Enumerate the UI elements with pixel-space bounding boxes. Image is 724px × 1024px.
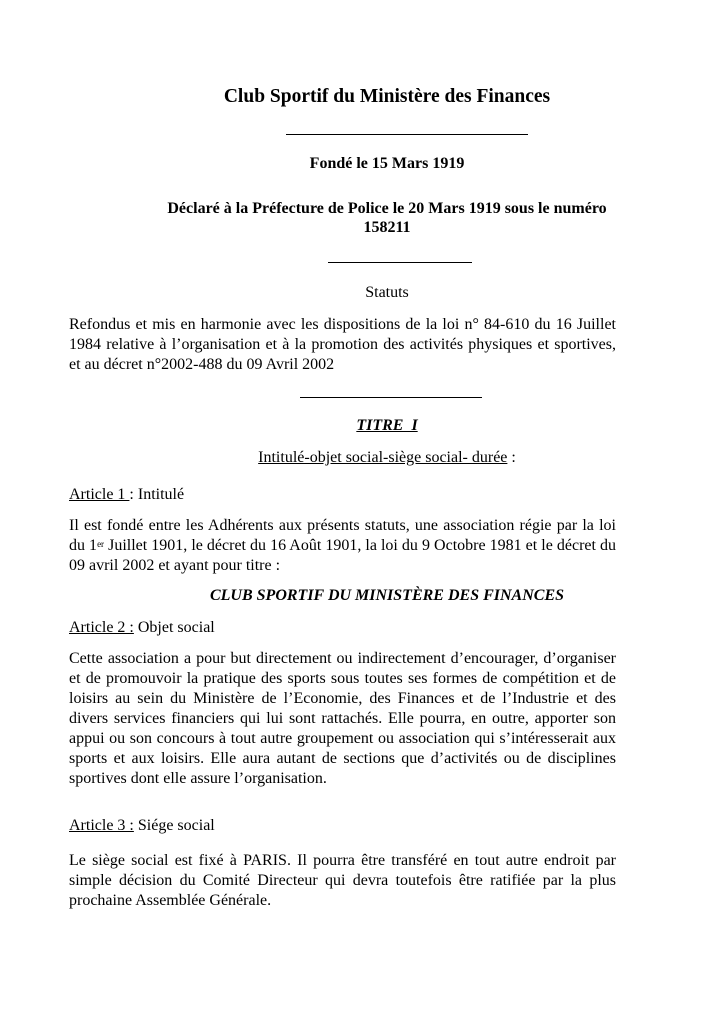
title-divider	[286, 134, 528, 135]
article-1-text	[69, 516, 616, 576]
article-3-name: Siége social	[133, 817, 215, 834]
founded-date: Fondé le 15 Mars 1919	[309, 155, 465, 172]
article-2-label: Article 2 :	[69, 619, 134, 636]
article-1-sep: :	[129, 486, 138, 503]
article-1-text-part2: Juillet 1901, le décret du 16 Août 1901, la loi du 9 Octobre 1981 et le décret du 09 avril 2002 et ayant pour titre :	[69, 537, 617, 574]
titre-subtitle-suffix: :	[507, 449, 516, 466]
article-3-text: Le siège social est fixé à PARIS. Il pourra être transféré en tout autre endroit par simple décision du Comité Directeur qui devra toutefois être ratifiée par la plus prochaine Assemblée Générale.	[69, 852, 616, 909]
declaration-number: 158211	[363, 219, 411, 236]
declaration-line-1: Déclaré à la Préfecture de Police le 20 Mars 1919 sous le numéro	[167, 200, 607, 217]
titre-subtitle	[60, 449, 714, 467]
article-1-text-sup: er	[97, 539, 105, 549]
article-1-label: Article 1	[69, 486, 130, 503]
article-3-label: Article 3 :	[69, 817, 134, 834]
club-name-heading: CLUB SPORTIF DU MINISTÈRE DES FINANCES	[209, 587, 565, 604]
declaration-divider	[328, 262, 472, 263]
article-3-heading	[69, 817, 215, 835]
statuts-intro: Refondus et mis en harmonie avec les dispositions de la loi n° 84-610 du 16 Juillet 1984 relative à l’organisation et à la promotion des activités physiques et sportives, et au décret n°2002-488 du 09 Avril 2002	[69, 316, 616, 373]
article-2-name: Objet social	[133, 619, 215, 636]
article-1-heading	[69, 486, 184, 504]
article-2-text: Cette association a pour but directement ou indirectement d’encourager, d’organiser et de promouvoir la pratique des sports sous toutes ses formes de compétition et de loisirs au sein du Ministère de l’Economie, des Finances et de l’Industrie et des divers services financiers qui lui sont rattachés. Elle pourra, en outre, apporter son appui ou son concours à tout autre groupement ou association qui s’intéresserait aux sports et aux loisirs. Elle aura autant de sections que d’activités ou de disciplines sportives dont elle assure l’organisation.	[69, 650, 616, 787]
statuts-divider	[300, 397, 482, 398]
titre-label: TITRE I	[356, 417, 418, 434]
statuts-heading: Statuts	[365, 284, 409, 301]
document-title: Club Sportif du Ministère des Finances	[223, 86, 551, 107]
article-1-name: Intitulé	[137, 486, 185, 503]
titre-subtitle-text: Intitulé-objet social-siège social- durée	[258, 449, 508, 466]
article-1-text-part1: Il est fondé entre les Adhérents aux présents statuts, une association régie par la loi du 1	[69, 517, 616, 554]
article-2-heading	[69, 619, 215, 637]
